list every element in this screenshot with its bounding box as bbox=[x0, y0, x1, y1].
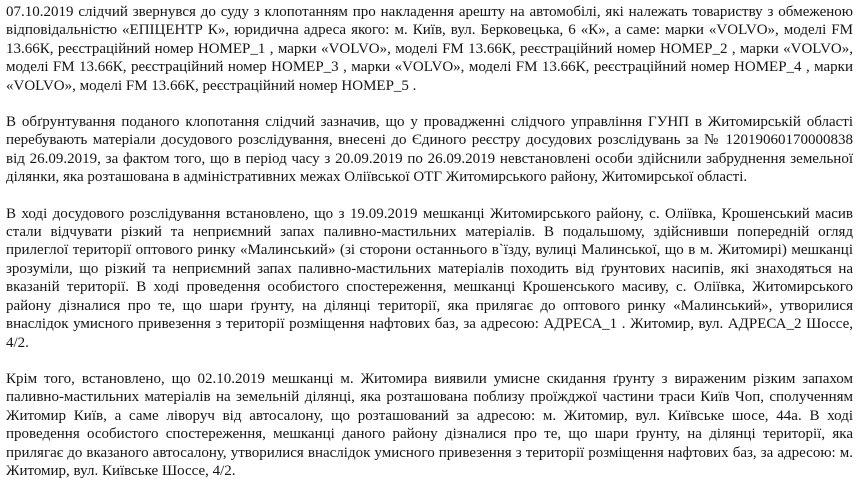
document-body bbox=[6, 3, 853, 480]
paragraph-justification: В обґрунтування поданого клопотання слідчий зазначив, що у провадженні слідчого управління ГУНП в Житомирській області перебувають матеріали досудового розслідування, внесені до Єдиного реєстру досудових розслідувань за № 12019060170000838 від 26.09.2019, за фактом того, що в період часу з 20.09.2019 по 26.09.2019 невстановлені особи здійснили забруднення земельної ділянки, яка розташована в адміністративних межах Оліївської ОТГ Житомирського району, Житомирської області. bbox=[6, 114, 853, 186]
paragraph-spacer bbox=[6, 352, 853, 370]
paragraph-spacer bbox=[6, 187, 853, 205]
paragraph-arrest-request: 07.10.2019 слідчий звернувся до суду з клопотанням про накладення арешту на автомобілі, які належать товариству з обмеженою відповідальністю «ЕПІЦЕНТР К», юридична адреса якого: м. Київ, вул. Берковецька, 6 «К», а саме: марки «VOLVO», моделі FM 13.66К, реєстраційний номер НОМЕР_1 , марки «VOLVO», моделі FM 13.66К, реєстраційний номер НОМЕР_2 , марки «VOLVO», моделі FM 13.66К, реєстраційний номер НОМЕР_3 , марки «VOLVO», моделі FM 13.66К, реєстраційний номер НОМЕР_4 , марки «VOLVO», моделі FM 13.66К, реєстраційний номер НОМЕР_5 . bbox=[6, 4, 853, 94]
paragraph-spacer bbox=[6, 95, 853, 113]
paragraph-additional-findings: Крім того, встановлено, що 02.10.2019 мешканці м. Житомира виявили умисне скидання ґрунту з вираженим різким запахом паливно-мастильних матеріалів на земельній ділянці, яка розташована поблизу проїжджої частини траси Київ Чоп, сполученням Житомир Київ, а саме ліворуч від автосалону, що розташований за адресою: м. Житомир, вул. Київське шосе, 44а. В ході проведення особистого спостереження, мешканці даного району дізналися про те, що шари ґрунту, на ділянці території, яка прилягає до вказаного автосалону, утворилися внаслідок умисного привезення з території розміщення нафтових баз, за адресою: м. Житомир, вул. Київське Шоссе, 4/2. bbox=[6, 370, 853, 479]
paragraph-investigation-findings: В ході досудового розслідування встановлено, що з 19.09.2019 мешканці Житомирського району, с. Оліївка, Крошенський масив стали відчувати різкий та неприємний запах паливно-мастильних матеріалів. В подальшому, здійснивши попередній огляд прилеглої території оптового ринку «Малинський» (зі сторони останнього в`їзду, вулиці Малинської, що в м. Житомирі) мешканці зрозуміли, що різкий та неприємний запах паливно-мастильних матеріалів походить від ґрунтових насипів, які знаходяться на вказаній території. В ході проведення особистого спостереження, мешканці Крошенського масиву, с. Оліївка, Житомирського району дізналися про те, що шари ґрунту, на ділянці території, яка прилягає до оптового ринку «Малинський», утворилися внаслідок умисного привезення з території розміщення нафтових баз, за адресою: АДРЕСА_1 . Житомир, вул. АДРЕСА_2 Шоссе, 4/2. bbox=[6, 205, 853, 351]
